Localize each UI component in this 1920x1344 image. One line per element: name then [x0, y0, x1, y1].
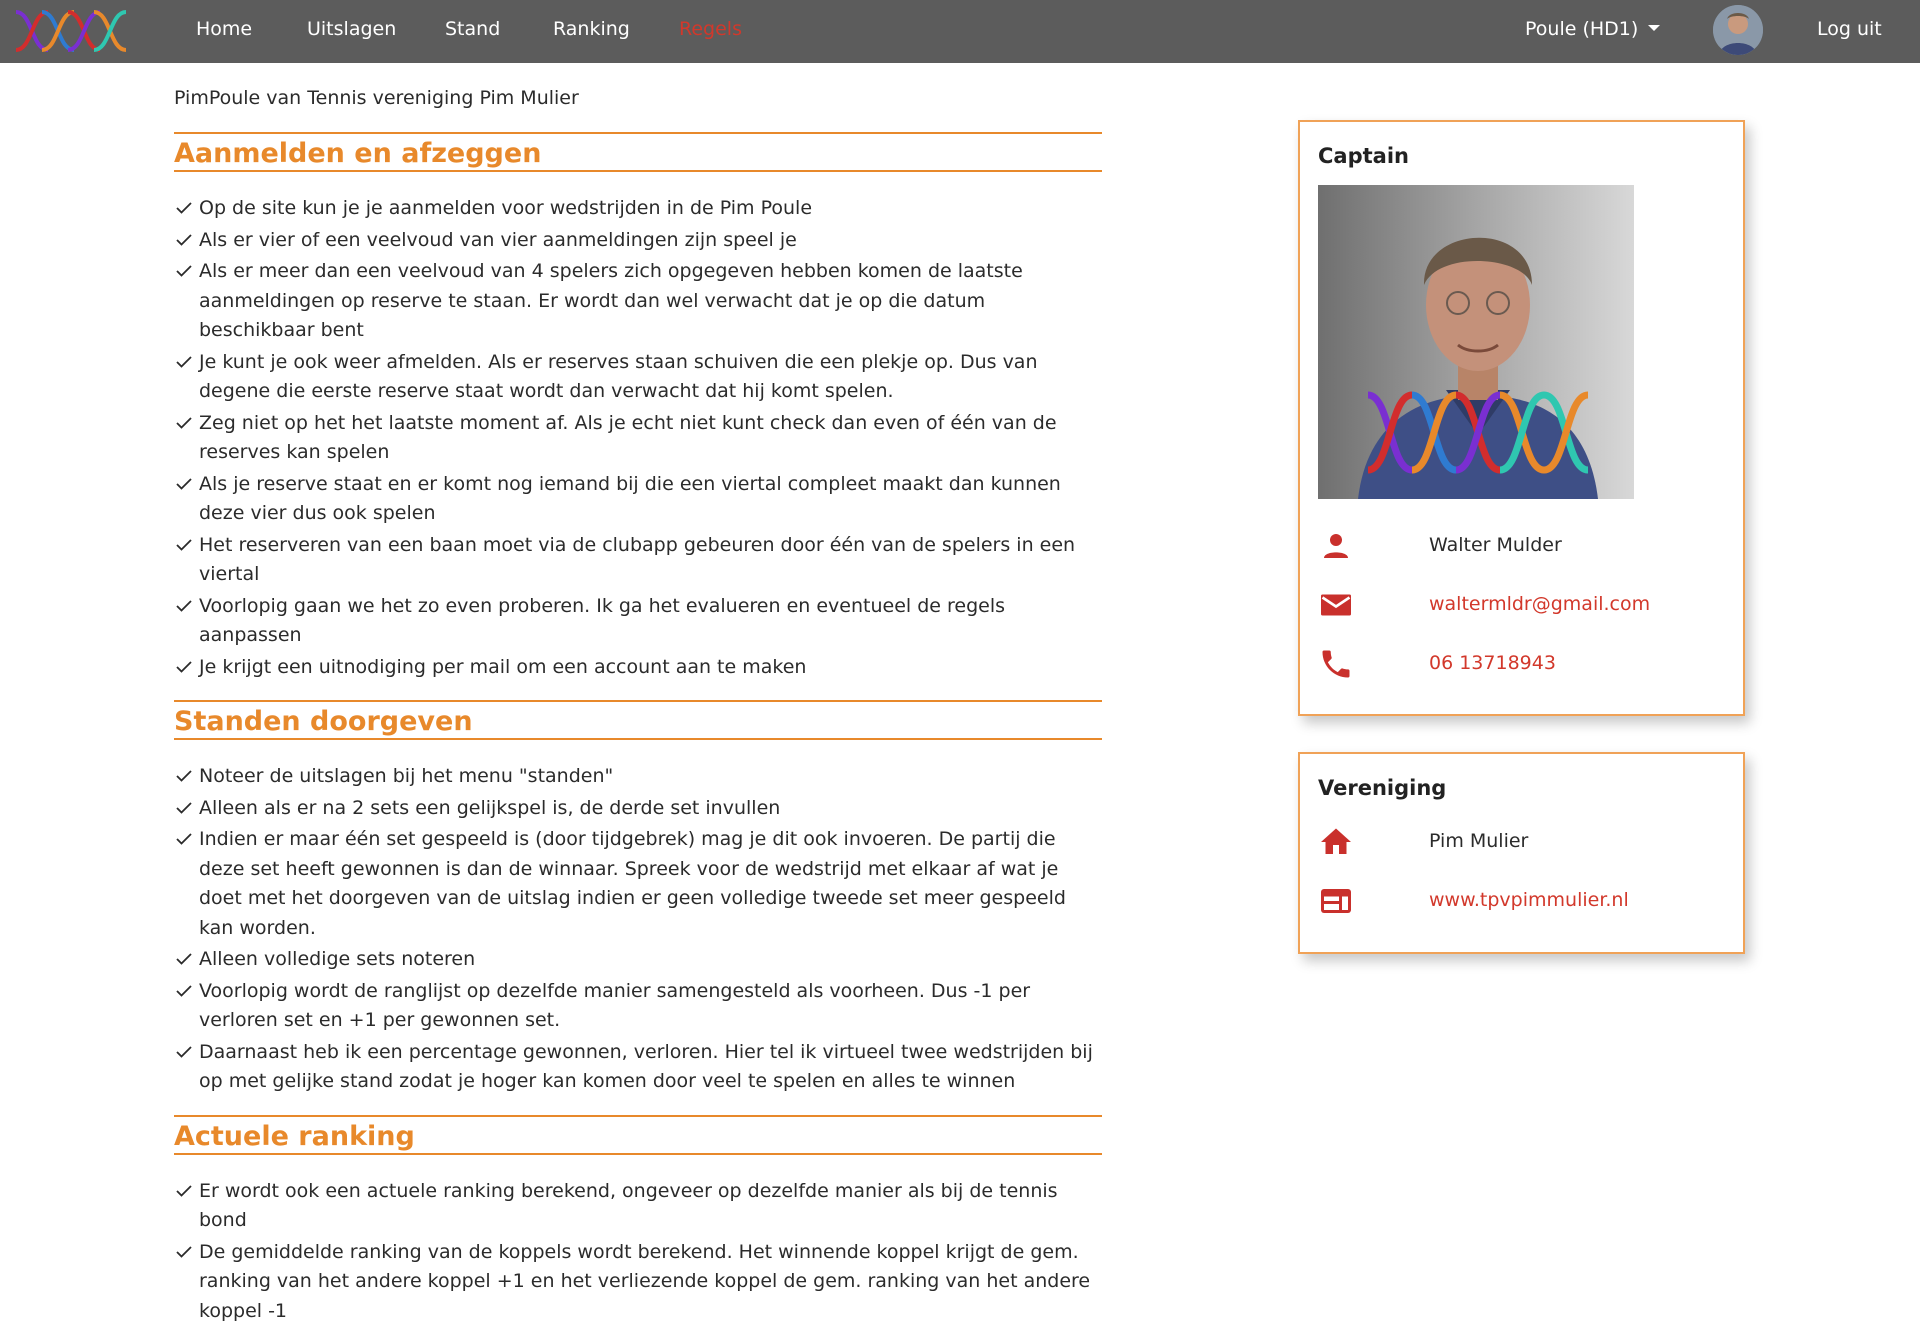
web-icon [1318, 883, 1354, 919]
section-title: Standen doorgeven [174, 706, 473, 737]
checkmark-icon [176, 833, 192, 845]
nav-stand[interactable]: Stand [445, 18, 501, 40]
club-card [1298, 752, 1745, 954]
rule-item [174, 470, 1102, 529]
rule-text: Je kunt je ook weer afmelden. Als er reserves staan schuiven die een plekje op. Dus van degene die eerste reserve staat wordt dan verwacht dat hij komt spelen. [199, 350, 1038, 402]
section-header [174, 700, 1102, 740]
captain-name: Walter Mulder [1429, 534, 1562, 556]
rules-list [174, 194, 1102, 682]
rule-text: Voorlopig gaan we het zo even proberen. Ik ga het evalueren en eventueel de regels aanpassen [199, 594, 1006, 646]
navbar [0, 0, 1920, 63]
checkmark-icon [176, 770, 192, 782]
rules-list [174, 1177, 1102, 1327]
rule-item [174, 825, 1102, 943]
club-website-link[interactable]: www.tpvpimmulier.nl [1429, 889, 1629, 911]
nav-uitslagen[interactable]: Uitslagen [307, 18, 397, 40]
checkmark-icon [176, 985, 192, 997]
checkmark-icon [176, 202, 192, 214]
rule-text: Zeg niet op het het laatste moment af. Als je echt niet kunt check dan even of één van de reserves kan spelen [199, 411, 1057, 463]
rule-item [174, 1038, 1102, 1097]
rules-content [174, 86, 1102, 1344]
rule-item [174, 409, 1102, 468]
captain-card [1298, 120, 1745, 716]
checkmark-icon [176, 265, 192, 277]
person-icon [1318, 528, 1354, 564]
rule-text: De gemiddelde ranking van de koppels wordt berekend. Het winnende koppel krijgt de gem. ranking van het andere koppel +1 en het verliezende koppel de gem. ranking van het andere koppel -1 [199, 1240, 1091, 1322]
rule-item [174, 794, 1102, 824]
checkmark-icon [176, 417, 192, 429]
rule-text: Op de site kun je je aanmelden voor wedstrijden in de Pim Poule [199, 197, 813, 219]
rule-item [174, 1238, 1102, 1327]
phone-icon [1318, 646, 1354, 682]
poule-dropdown[interactable] [1525, 18, 1660, 40]
section-title: Actuele ranking [174, 1120, 415, 1152]
logout-link[interactable]: Log uit [1817, 18, 1882, 40]
checkmark-icon [176, 1046, 192, 1058]
nav-home[interactable]: Home [196, 18, 253, 40]
home-icon [1318, 824, 1354, 860]
rule-item [174, 348, 1102, 407]
rule-item [174, 653, 1102, 683]
rules-sections [174, 132, 1102, 1326]
rule-text: Er wordt ook een actuele ranking berekend, ongeveer op dezelfde manier als bij de tennis bond [199, 1179, 1058, 1231]
checkmark-icon [176, 802, 192, 814]
section-title: Aanmelden en afzeggen [174, 138, 542, 169]
checkmark-icon [176, 356, 192, 368]
intro-text: PimPoule van Tennis vereniging Pim Mulier [174, 87, 579, 109]
rule-text: Als er meer dan een veelvoud van 4 spelers zich opgegeven hebben komen de laatste aanmeldingen op reserve te staan. Er wordt dan wel verwacht dat je op die datum beschikbaar bent [199, 260, 1023, 341]
rule-item [174, 531, 1102, 590]
rule-text: Daarnaast heb ik een percentage gewonnen, verloren. Hier tel ik virtueel twee wedstrijden bij op met gelijke stand zodat je hoger kan komen door veel te spelen en alles te winnen [199, 1040, 1093, 1092]
rule-item [174, 592, 1102, 651]
rule-text: Alleen als er na 2 sets een gelijkspel is, de derde set invullen [199, 796, 781, 819]
pimpoule-logo[interactable] [12, 6, 132, 56]
captain-card-title: Captain [1318, 144, 1409, 168]
rule-text: Als je reserve staat en er komt nog iemand bij die een viertal compleet maakt dan kunnen deze vier dus ook spelen [199, 472, 1061, 524]
rule-text: Als er vier of een veelvoud van vier aanmeldingen zijn speel je [199, 228, 797, 251]
rule-text: Alleen volledige sets noteren [199, 948, 476, 970]
rule-text: Indien er maar één set gespeeld is (door tijdgebrek) mag je dit ook invoeren. De partij die deze set heeft gewonnen is dan de winnaar. Spreek voor de wedstrijd met elkaar af wat je doet met het doorgeven van de uitslag indien er geen volledige tweede set meer gespeeld kan worden. [199, 828, 1066, 939]
nav-ranking[interactable]: Ranking [553, 18, 630, 40]
rule-text: Noteer de uitslagen bij het menu "standen" [199, 765, 614, 787]
rule-text: Je krijgt een uitnodiging per mail om een account aan te maken [199, 655, 807, 678]
checkmark-icon [176, 661, 192, 673]
captain-phone-link[interactable]: 06 13718943 [1429, 652, 1556, 674]
checkmark-icon [176, 1246, 192, 1258]
rule-item [174, 194, 1102, 224]
nav-regels[interactable]: Regels [679, 18, 742, 40]
checkmark-icon [176, 539, 192, 551]
club-name: Pim Mulier [1429, 830, 1529, 852]
rule-item [174, 762, 1102, 792]
checkmark-icon [176, 953, 192, 965]
rules-list [174, 762, 1102, 1097]
club-card-title: Vereniging [1318, 776, 1447, 800]
rule-item [174, 1177, 1102, 1236]
rule-text: Voorlopig wordt de ranglijst op dezelfde manier samengesteld als voorheen. Dus -1 per verloren set en +1 per gewonnen set. [199, 979, 1031, 1031]
checkmark-icon [176, 1185, 192, 1197]
rule-item [174, 977, 1102, 1036]
poule-dropdown-label: Poule (HD1) [1525, 18, 1639, 40]
checkmark-icon [176, 600, 192, 612]
checkmark-icon [176, 234, 192, 246]
rule-item [174, 226, 1102, 256]
avatar[interactable] [1713, 5, 1763, 55]
rule-item [174, 945, 1102, 975]
rule-text: Het reserveren van een baan moet via de clubapp gebeuren door één van de spelers in een viertal [199, 533, 1076, 585]
section-header [174, 132, 1102, 172]
checkmark-icon [176, 478, 192, 490]
rule-item [174, 257, 1102, 346]
captain-email-link[interactable]: waltermldr@gmail.com [1429, 593, 1651, 615]
captain-photo [1318, 185, 1634, 499]
section-header [174, 1115, 1102, 1155]
email-icon [1318, 587, 1354, 623]
caret-down-icon [1648, 25, 1660, 31]
